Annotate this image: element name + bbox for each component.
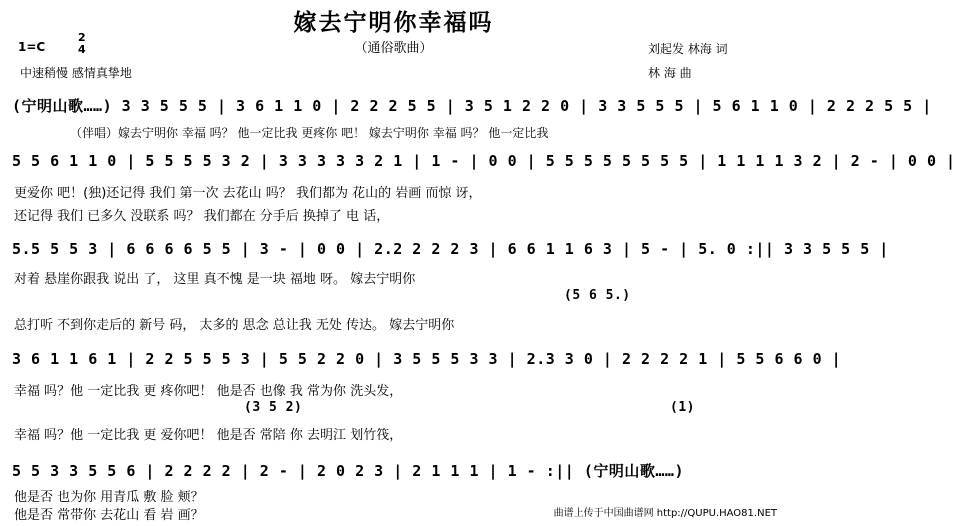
- lyric-line-5: 幸福 吗？他 一定比我 更 疼你吧！ 他是否 也像 我 常为你 洗头发，: [14, 384, 403, 399]
- lyricist: 刘起发 林海 词: [648, 42, 728, 56]
- lyric-line-2b: 还记得 我们 已多久 没联系 吗？ 我们都在 分手后 换掉了 电 话，: [14, 209, 390, 224]
- tempo-marking: 中速稍慢 感情真挚地: [20, 66, 132, 80]
- alt-note-bracket-1: (5 6 5.): [564, 288, 631, 303]
- lyric-line-3: 对着 悬崖你跟我 说出 了， 这里 真不愧 是一块 福地 呀。 嫁去宁明你: [14, 272, 416, 287]
- score-line-7: 5 5 3 3 5 5 6 | 2 2 2 2 | 2 - | 2 0 2 3 | 2 1 1 1 | 1 - :|| (宁明山歌……): [12, 462, 684, 480]
- time-signature-top: 2: [78, 31, 86, 44]
- score-line-3: 5.5 5 5 3 | 6 6 6 6 5 5 | 3 - | 0 0 | 2.2 2 2 2 3 | 6 6 1 1 6 3 | 5 - | 5. 0 :|| 3 3 5 5 5 |: [12, 240, 889, 258]
- time-signature: [78, 32, 86, 56]
- song-title: 嫁去宁明你幸福吗: [293, 10, 494, 36]
- score-line-1: (宁明山歌……) 3 3 5 5 5 | 3 6 1 1 0 | 2 2 2 5 5 | 3 5 1 2 2 0 | 3 3 5 5 5 | 5 6 1 1 0 | 2 2 2 5 5 |: [12, 97, 932, 115]
- score-line-2: 5 5 6 1 1 0 | 5 5 5 5 3 2 | 3 3 3 3 3 2 1 | 1 - | 0 0 | 5 5 5 5 5 5 5 5 | 1 1 1 1 3 2 | 2 - | 0 0 |: [12, 152, 956, 170]
- key-signature: 1=C: [18, 40, 46, 54]
- score-line-5: 3 6 1 1 6 1 | 2 2 5 5 5 3 | 5 5 2 2 0 | 3 5 5 5 3 3 | 2.3 3 0 | 2 2 2 2 1 | 5 5 6 6 0 |: [12, 350, 842, 368]
- alt-note-bracket-3: (1): [670, 400, 695, 415]
- composer: 林 海 曲: [648, 66, 692, 80]
- lyric-line-7a: 他是否 也为你 用青瓜 敷 脸 颊？: [14, 490, 204, 505]
- time-signature-bottom: 4: [78, 43, 86, 56]
- alt-note-bracket-2: (3 5 2): [244, 400, 303, 415]
- song-genre: （通俗歌曲）: [354, 41, 433, 56]
- lyric-line-1: （伴唱）嫁去宁明你 幸福 吗？ 他一定比我 更疼你 吧！ 嫁去宁明你 幸福 吗？ 他一定比我: [70, 126, 549, 140]
- lyric-line-4: 总打听 不到你走后的 新号 码， 太多的 思念 总让我 无处 传达。 嫁去宁明你: [14, 318, 455, 333]
- source-watermark: 曲谱上传于中国曲谱网 http://QUPU.HAO81.NET: [553, 508, 777, 519]
- lyric-line-6: 幸福 吗？他 一定比我 更 爱你吧！ 他是否 常陪 你 去明江 划竹筏，: [14, 428, 403, 443]
- lyric-line-2a: 更爱你 吧！(独)还记得 我们 第一次 去花山 吗？ 我们都为 花山的 岩画 而惊 讶，: [14, 186, 482, 201]
- lyric-line-7b: 他是否 常带你 去花山 看 岩 画？: [14, 508, 204, 523]
